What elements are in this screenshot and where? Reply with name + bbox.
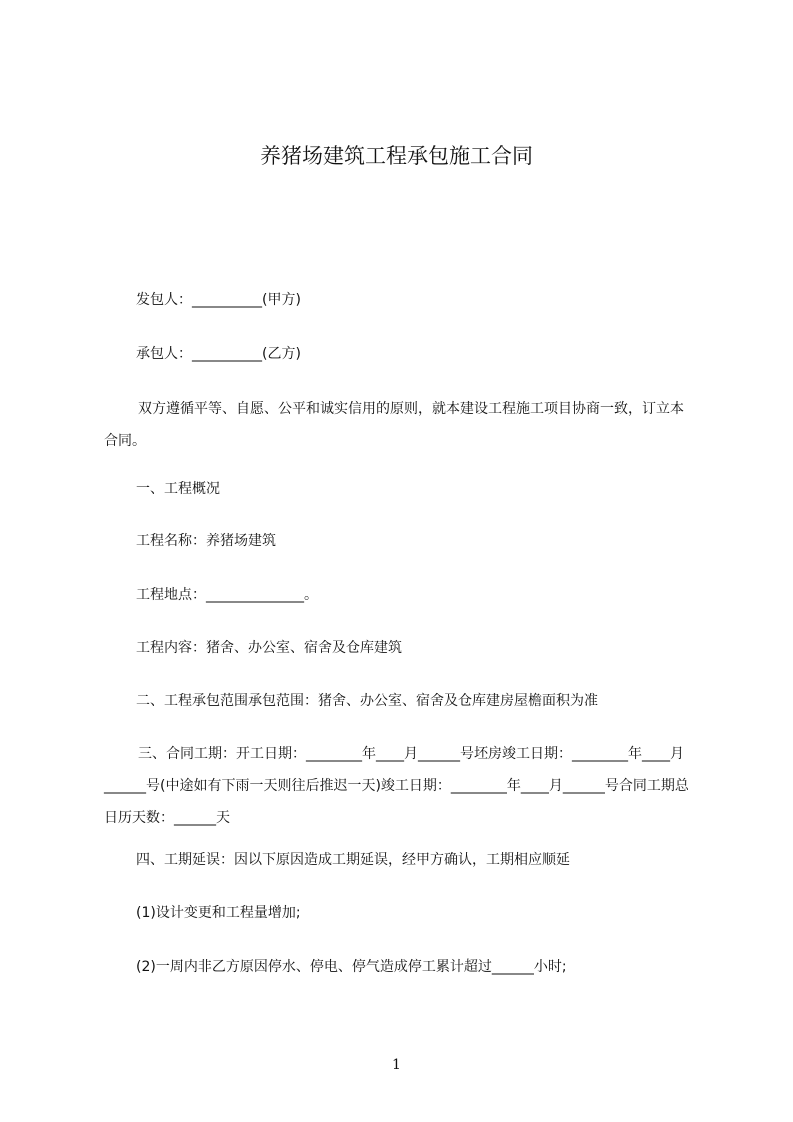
item-2-line: (2)一周内非乙方原因停水、停电、停气造成停工累计超过______小时;: [136, 959, 567, 975]
intro-text: 双方遵循平等、自愿、公平和诚实信用的原则，就本建设工程施工项目协商一致，订立本合同。: [104, 401, 684, 449]
section-2-line: 二、工程承包范围承包范围：猪舍、办公室、宿舍及仓库建房屋檐面积为准: [136, 693, 598, 709]
section-3-paragraph: [104, 738, 694, 834]
project-content-line: 工程内容：猪舍、办公室、宿舍及仓库建筑: [136, 640, 402, 656]
party-a-line: 发包人：__________(甲方): [136, 292, 301, 308]
section-4-line: 四、工期延误：因以下原因造成工期延误，经甲方确认，工期相应顺延: [136, 852, 570, 868]
document-title: 养猪场建筑工程承包施工合同: [260, 144, 533, 168]
section-1-heading: 一、工程概况: [136, 481, 220, 497]
project-location-line: 工程地点：______________。: [136, 587, 318, 603]
project-name-line: 工程名称：养猪场建筑: [136, 533, 276, 549]
item-1-line: (1)设计变更和工程量增加;: [136, 905, 301, 921]
page-number: 1: [392, 1057, 401, 1073]
intro-paragraph: [104, 393, 694, 457]
section-3-text: 三、合同工期：开工日期：________年____月______号坯房竣工日期：________年____月______号(中途如有下雨一天则往后推迟一天)竣工日期：________年____月______号合同工期总日历天数：______天: [104, 746, 689, 826]
party-b-line: 承包人：__________(乙方): [136, 346, 301, 362]
